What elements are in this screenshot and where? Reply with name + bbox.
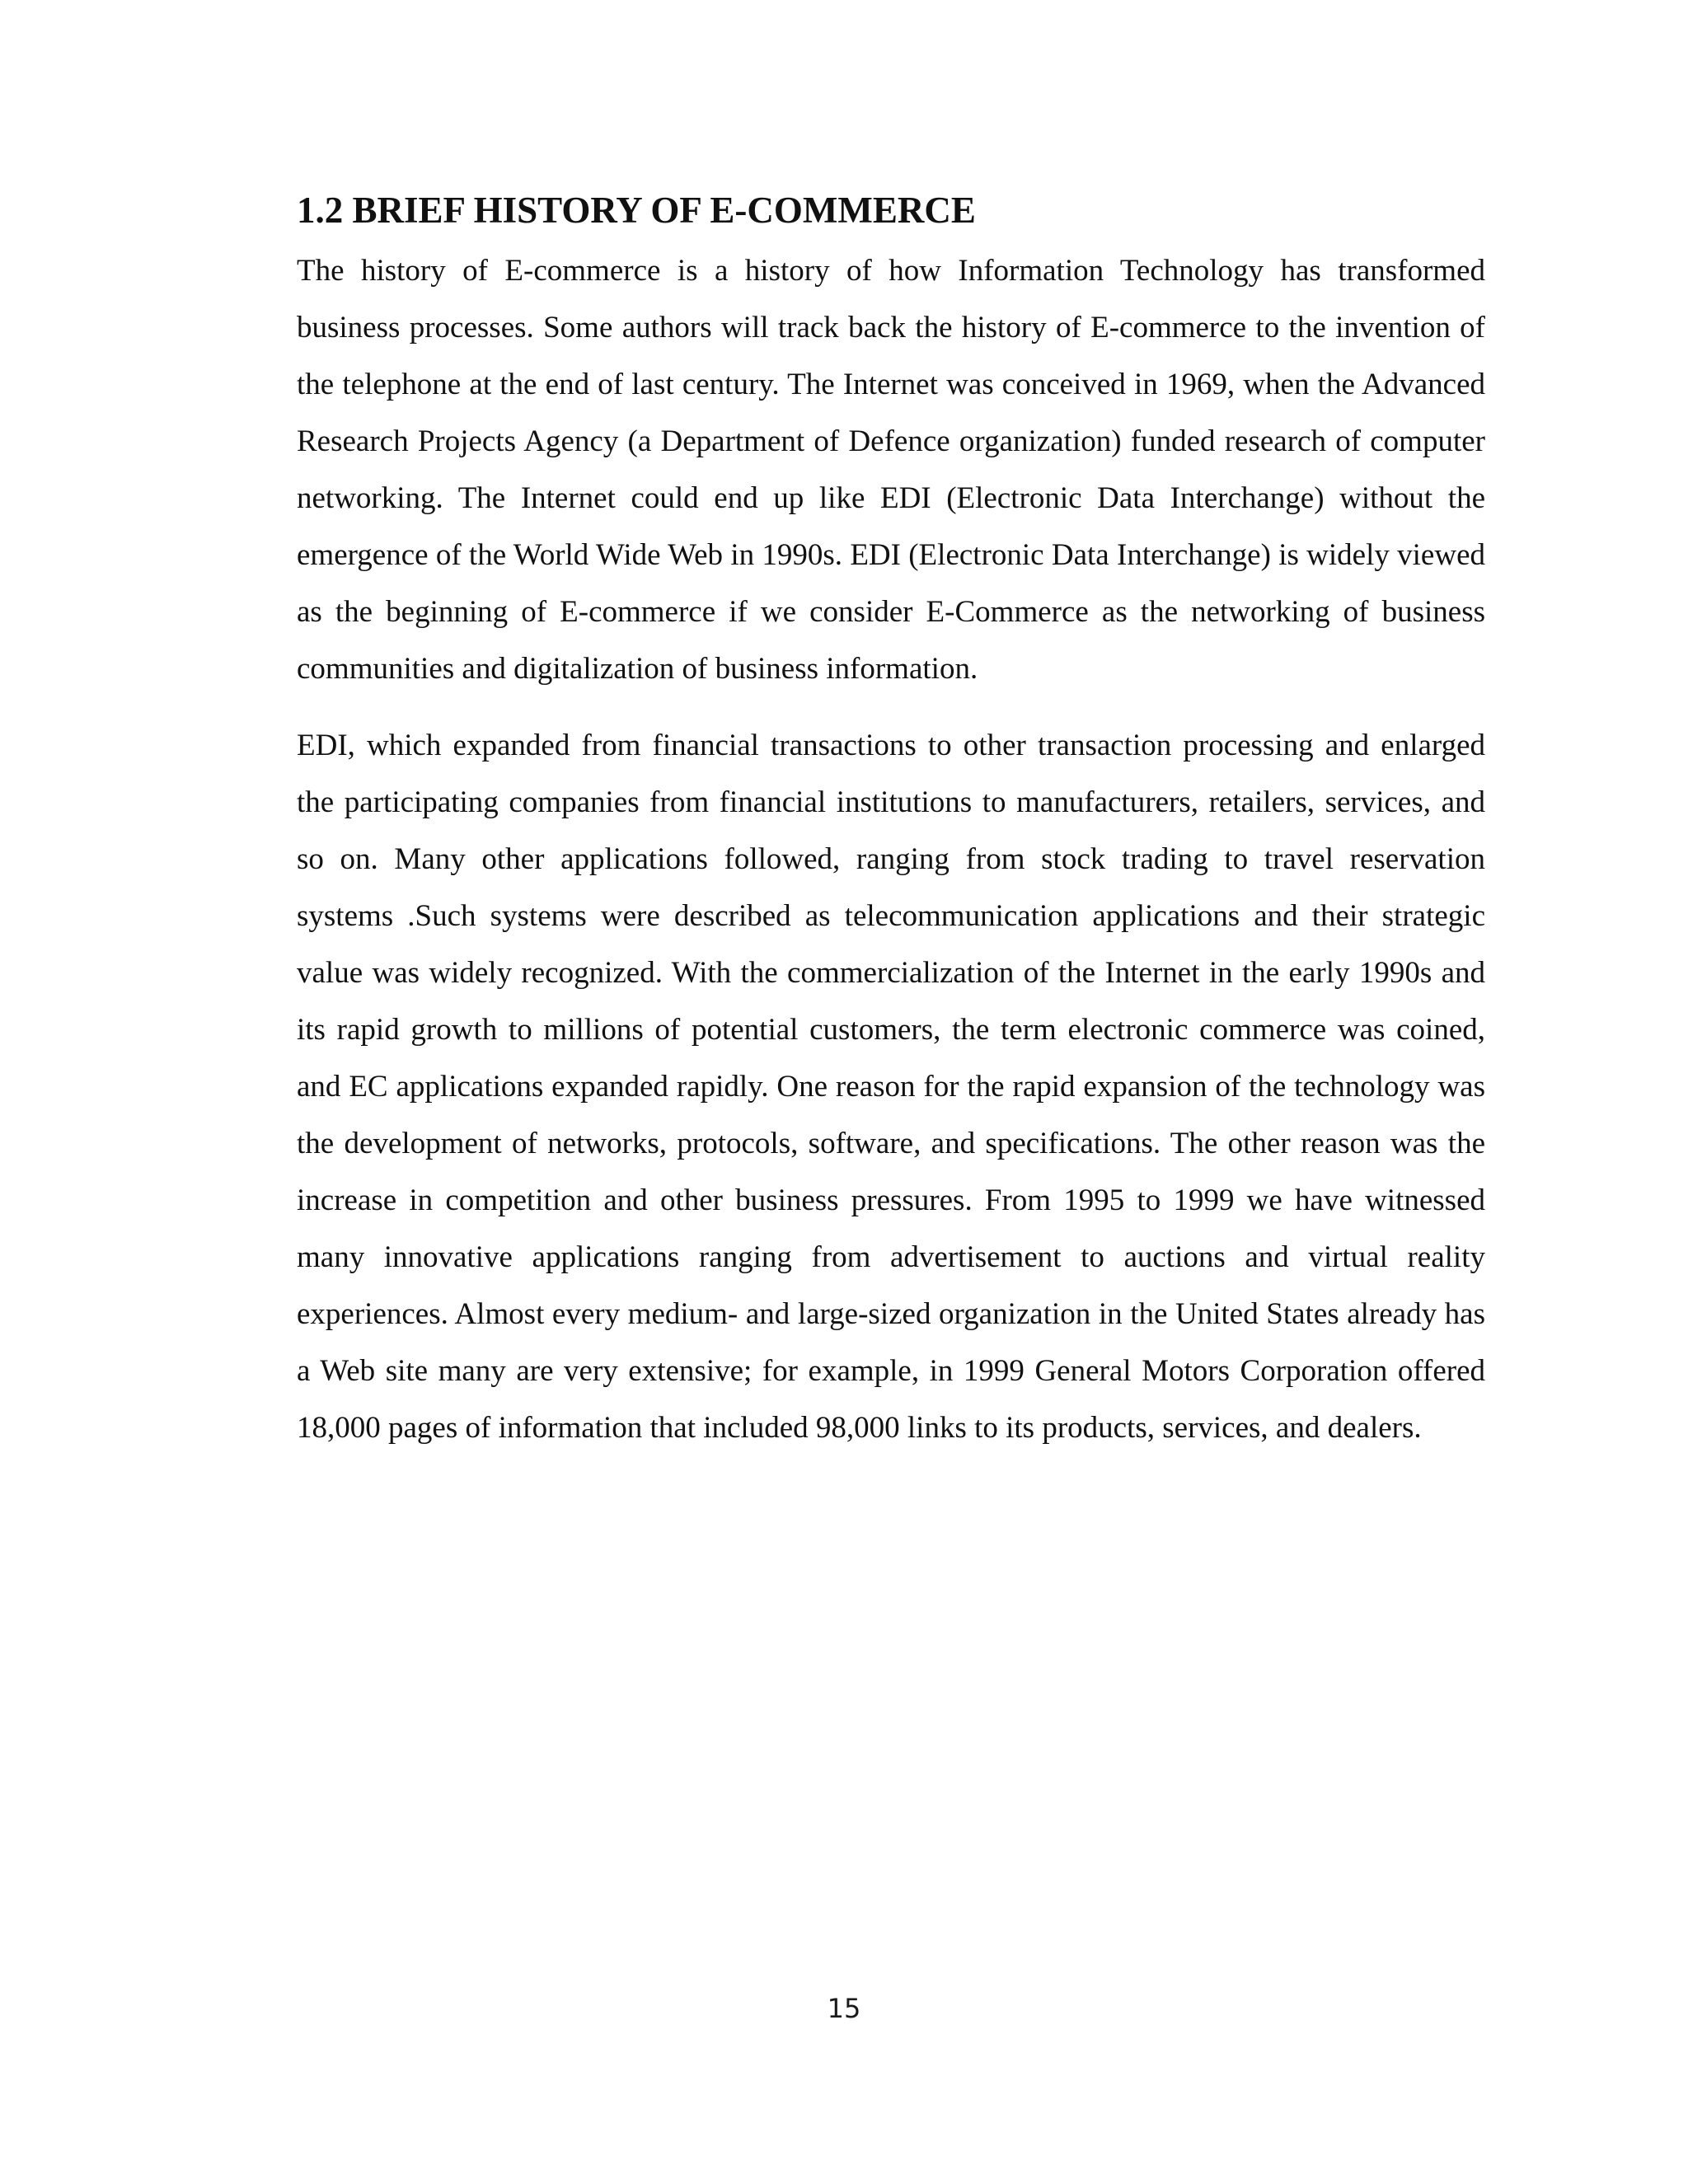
page-number: 15 <box>827 1993 861 2024</box>
page-content <box>297 190 1485 1456</box>
section-heading: 1.2 BRIEF HISTORY OF E-COMMERCE <box>297 190 976 231</box>
paragraph-2: EDI, which expanded from financial transactions to other transaction processing and enlarged the participating companies from financial institutions to manufacturers, retailers, services, and so on. Many other applications followed, ranging from stock trading to travel reservation systems .Such systems were described as telecommunication applications and their strategic value was widely recognized. With the commercialization of the Internet in the early 1990s and its rapid growth to millions of potential customers, the term electronic commerce was coined, and EC applications expanded rapidly. One reason for the rapid expansion of the technology was the development of networks, protocols, software, and specifications. The other reason was the increase in competition and other business pressures. From 1995 to 1999 we have witnessed many innovative applications ranging from advertisement to auctions and virtual reality experiences. Almost every medium- and large-sized organization in the United States already has a Web site many are very extensive; for example, in 1999 General Motors Corporation offered 18,000 pages of information that included 98,000 links to its products, services, and dealers. <box>297 728 1485 1445</box>
paragraph-1: The history of E-commerce is a history of how Information Technology has transformed business processes. Some authors will track back the history of E-commerce to the invention of the telephone at the end of last century. The Internet was conceived in 1969, when the Advanced Research Projects Agency (a Department of Defence organization) funded research of computer networking. The Internet could end up like EDI (Electronic Data Interchange) without the emergence of the World Wide Web in 1990s. EDI (Electronic Data Interchange) is widely viewed as the beginning of E-commerce if we consider E-Commerce as the networking of business communities and digitalization of business information. <box>297 253 1485 686</box>
